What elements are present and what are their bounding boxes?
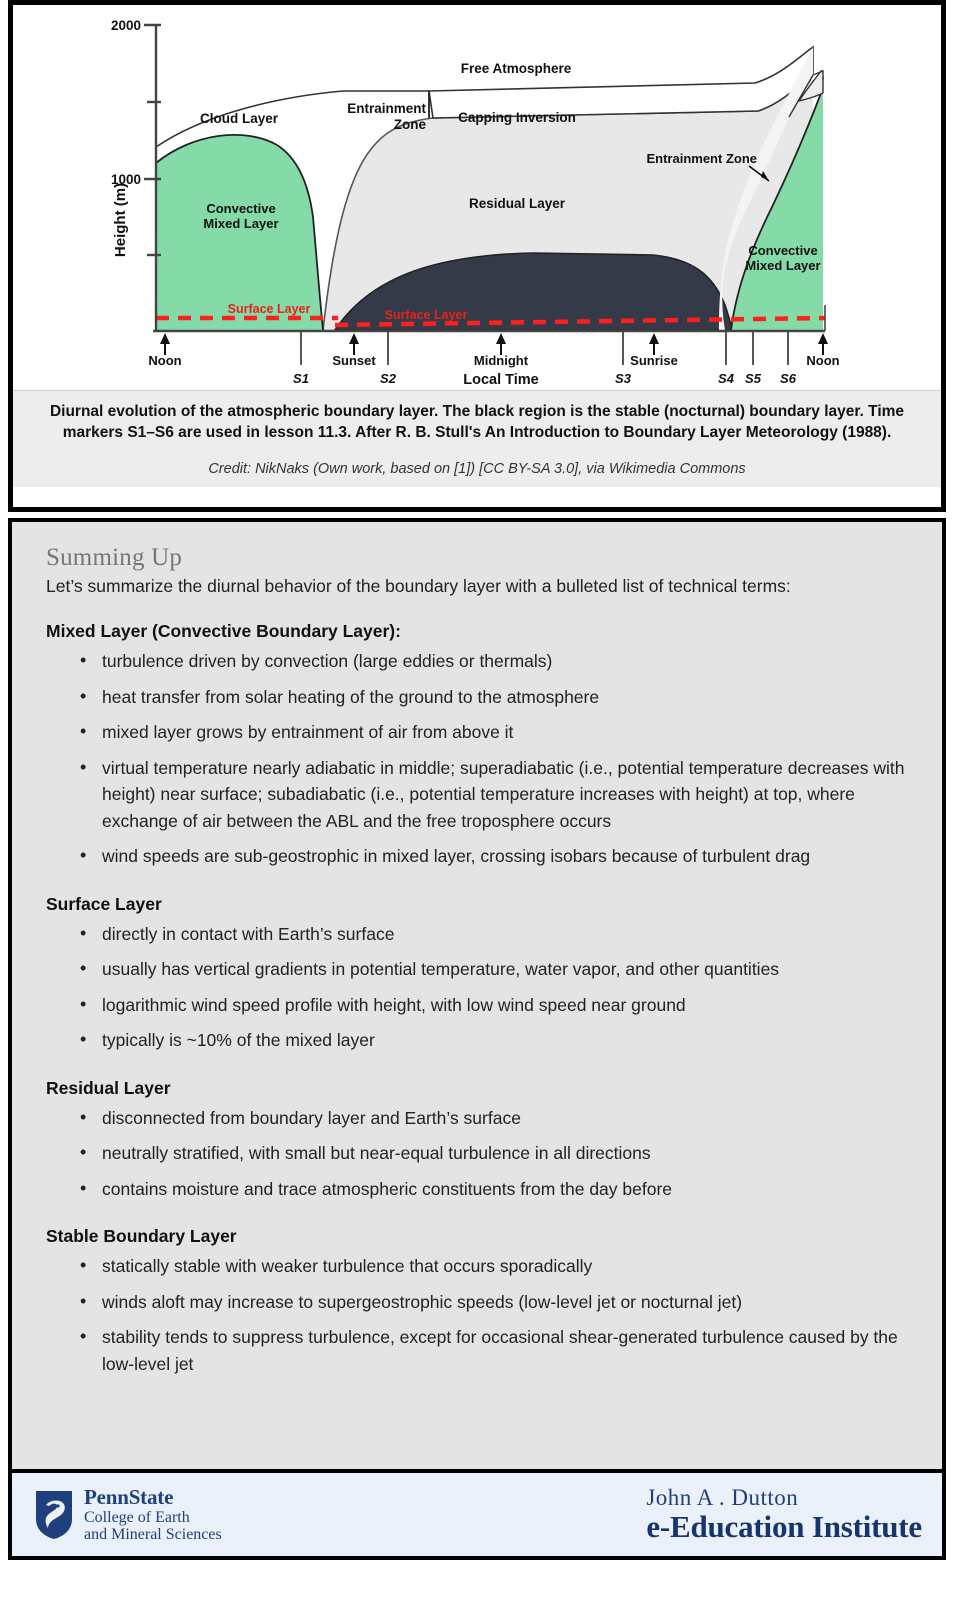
figure-block	[8, 0, 946, 512]
pennstate-shield-icon	[34, 1489, 74, 1541]
list-item: • turbulence driven by convection (large eddies or thermals)	[80, 648, 908, 675]
label-s6: S6	[780, 371, 796, 386]
figure-caption-area	[13, 390, 941, 487]
list-item: • statically stable with weaker turbulence that occurs sporadically	[80, 1253, 908, 1280]
label-noon-left: Noon	[148, 353, 182, 368]
list-item: • directly in contact with Earth’s surface	[80, 921, 908, 948]
label-sunset: Sunset	[332, 353, 376, 368]
pennstate-logo[interactable]	[34, 1486, 222, 1543]
label-surface-layer-right: Surface Layer	[384, 308, 468, 322]
section-heading-surface-layer: Surface Layer	[46, 893, 162, 914]
label-entrainment-zone-left-line2: Zone	[393, 117, 426, 132]
page-title: Summing Up	[46, 544, 183, 571]
summary-content-block	[8, 518, 946, 1469]
y-tick-label-2000: 2000	[110, 18, 141, 33]
diurnal-abl-chart	[13, 5, 946, 390]
figure-credit: Credit: NikNaks (Own work, based on [1]) [CC BY-SA 3.0], via Wikimedia Commons	[208, 461, 746, 477]
label-capping-inversion: Capping Inversion	[458, 110, 576, 125]
label-s2: S2	[380, 371, 396, 386]
intro-paragraph: Let’s summarize the diurnal behavior of the boundary layer with a bulleted list of technical terms:	[46, 576, 791, 596]
label-free-atmosphere: Free Atmosphere	[460, 61, 572, 76]
y-tick-label-1000: 1000	[110, 172, 141, 187]
pennstate-college-line1: College of Earth	[84, 1508, 190, 1526]
bullet-list-stable-boundary-layer	[46, 1253, 908, 1377]
pennstate-wordmark	[84, 1486, 222, 1543]
bullet-list-surface-layer	[46, 921, 908, 1054]
list-item: • mixed layer grows by entrainment of air from above it	[80, 719, 908, 746]
list-item: • neutrally stratified, with small but near-equal turbulence in all directions	[80, 1140, 908, 1167]
figure-caption: Diurnal evolution of the atmospheric boundary layer. The black region is the stable (nocturnal) boundary layer. Time markers S1–S6 are used in lesson 11.3. After R. B. Stull's An Introduction to Boundary Layer Meteorology (1988).	[49, 403, 905, 441]
label-residual-layer: Residual Layer	[468, 196, 566, 211]
label-s3: S3	[615, 371, 631, 386]
dutton-institute-logo[interactable]	[646, 1485, 928, 1544]
label-entrainment-zone-left: Entrainment	[347, 101, 426, 116]
label-s5: S5	[745, 371, 761, 386]
label-sunrise: Sunrise	[630, 353, 678, 368]
list-item: • logarithmic wind speed profile with height, with low wind speed near ground	[80, 992, 908, 1019]
list-item: • disconnected from boundary layer and Earth’s surface	[80, 1105, 908, 1132]
label-cml-right-line2: Mixed Layer	[745, 258, 821, 273]
list-item: • stability tends to suppress turbulence, except for occasional shear-generated turbulence caused by the low-level jet	[80, 1324, 908, 1377]
x-axis-title: Local Time	[463, 372, 539, 388]
section-heading-residual-layer: Residual Layer	[46, 1077, 171, 1098]
label-s1: S1	[293, 371, 309, 386]
label-cml-left-line2: Mixed Layer	[203, 216, 279, 231]
section-heading-mixed-layer: Mixed Layer (Convective Boundary Layer):	[46, 621, 401, 641]
bullet-list-mixed-layer	[46, 648, 908, 870]
pennstate-college-line2: and Mineral Sciences	[84, 1526, 222, 1544]
list-item: • contains moisture and trace atmospheric constituents from the day before	[80, 1176, 908, 1203]
dutton-institute-name: e-Education Institute	[646, 1509, 922, 1545]
list-item: • typically is ~10% of the mixed layer	[80, 1027, 908, 1054]
label-surface-layer-left: Surface Layer	[227, 302, 311, 316]
label-entrainment-zone-right: Entrainment Zone	[646, 151, 757, 166]
label-midnight: Midnight	[473, 353, 529, 368]
boundary-layer-diagram	[13, 5, 941, 390]
y-axis-title: Height (m)	[112, 182, 129, 258]
label-cml-left-line1: Convective	[206, 201, 276, 216]
label-cloud-layer: Cloud Layer	[199, 111, 279, 126]
pennstate-name: PennState	[84, 1485, 174, 1510]
list-item: • wind speeds are sub-geostrophic in mixed layer, crossing isobars because of turbulent drag	[80, 843, 908, 870]
list-item: • usually has vertical gradients in potential temperature, water vapor, and other quantities	[80, 956, 908, 983]
section-heading-stable-boundary-layer: Stable Boundary Layer	[46, 1226, 237, 1246]
list-item: • virtual temperature nearly adiabatic in middle; superadiabatic (i.e., potential temperature decreases with height) near surface; subadiabatic (i.e., potential temperature increases with height) at top, where exchange of air between the ABL and the free troposphere occurs	[80, 755, 908, 835]
bullet-list-residual-layer	[46, 1105, 908, 1203]
list-item: • winds aloft may increase to supergeostrophic speeds (low-level jet or nocturnal jet)	[80, 1289, 908, 1316]
dutton-name: John A . Dutton	[646, 1485, 799, 1510]
list-item: • heat transfer from solar heating of the ground to the atmosphere	[80, 684, 908, 711]
label-cml-right-line1: Convective	[748, 243, 818, 258]
label-s4: S4	[718, 371, 734, 386]
label-noon-right: Noon	[806, 353, 840, 368]
site-footer	[8, 1469, 946, 1560]
